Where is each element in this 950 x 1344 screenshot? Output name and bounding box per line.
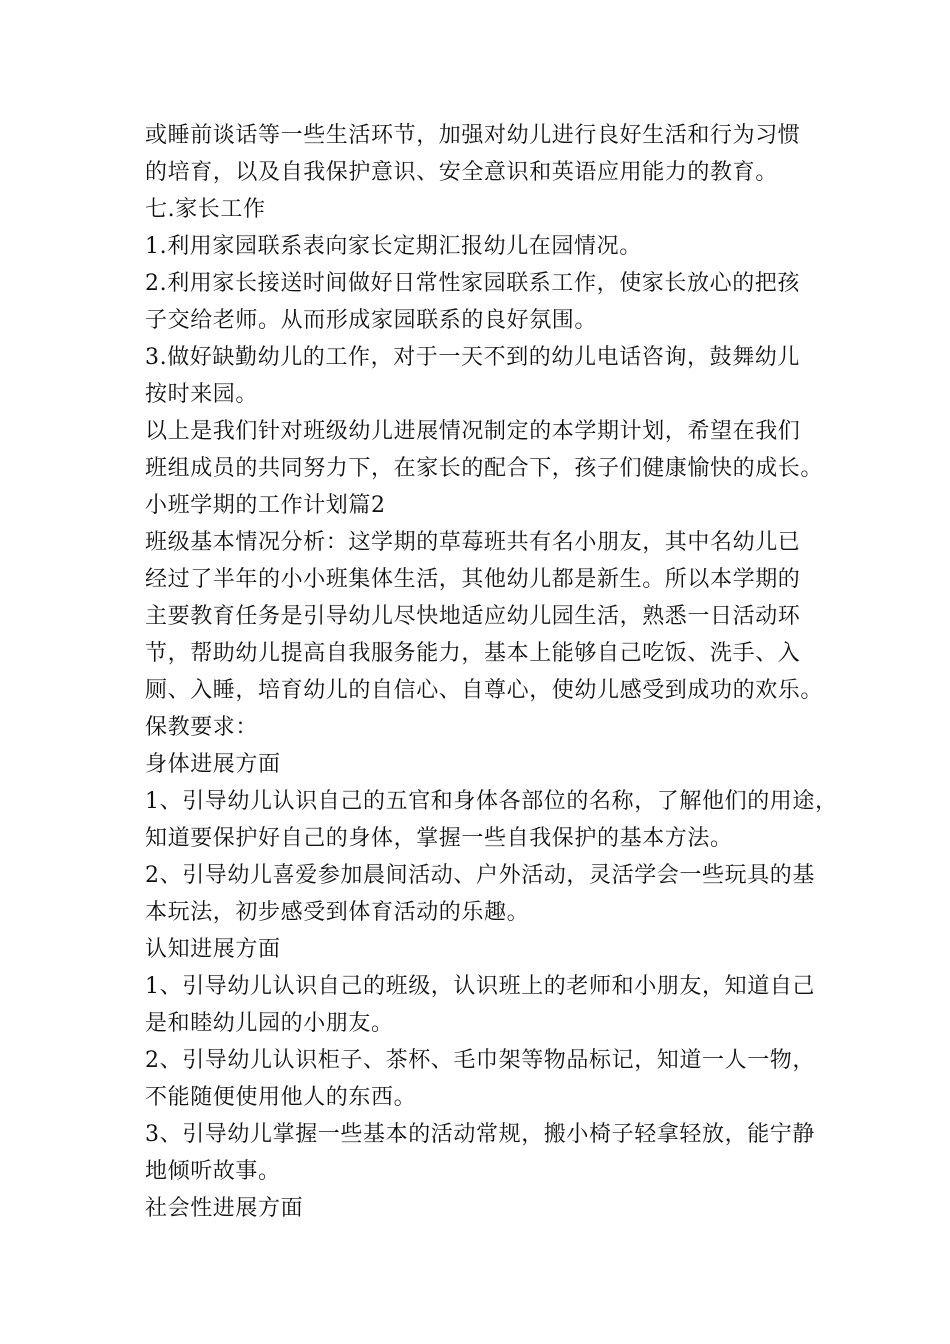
text-line: 1、引导幼儿认识自己的五官和身体各部位的名称，了解他们的用途， (145, 789, 838, 814)
text-line: 知道要保护好自己的身体，掌握一些自我保护的基本方法。 (145, 826, 733, 851)
text-line: 以上是我们针对班级幼儿进展情况制定的本学期计划，希望在我们 (145, 419, 801, 444)
section-heading: 保教要求： (145, 715, 259, 740)
text-line: 2、引导幼儿喜爱参加晨间活动、户外活动，灵活学会一些玩具的基 (145, 863, 815, 888)
text-line: 1.利用家园联系表向家长定期汇报幼儿在园情况。 (145, 234, 642, 259)
text-line: 节，帮助幼儿提高自我服务能力，基本上能够自己吃饭、洗手、入 (145, 641, 801, 666)
section-heading: 七.家长工作 (145, 197, 266, 222)
text-line: 地倾听故事。 (145, 1159, 281, 1184)
section-heading: 社会性进展方面 (145, 1196, 304, 1221)
text-line: 按时来园。 (145, 382, 259, 407)
text-line: 1、引导幼儿认识自己的班级，认识班上的老师和小朋友，知道自己 (145, 974, 815, 999)
text-line: 主要教育任务是引导幼儿尽快地适应幼儿园生活，熟悉一日活动环 (145, 604, 801, 629)
text-line: 2.利用家长接送时间做好日常性家园联系工作，使家长放心的把孩 (145, 271, 800, 296)
text-line: 子交给老师。从而形成家园联系的良好氛围。 (145, 308, 598, 333)
text-line: 本玩法，初步感受到体育活动的乐趣。 (145, 900, 530, 925)
text-line: 3、引导幼儿掌握一些基本的活动常规，搬小椅子轻拿轻放，能宁静 (145, 1122, 815, 1147)
section-heading: 小班学期的工作计划篇2 (145, 493, 386, 518)
text-line: 班组成员的共同努力下，在家长的配合下，孩子们健康愉快的成长。 (145, 456, 824, 481)
text-line: 是和睦幼儿园的小朋友。 (145, 1011, 394, 1036)
section-heading: 认知进展方面 (145, 937, 281, 962)
text-line: 厕、入睡，培育幼儿的自信心、自尊心，使幼儿感受到成功的欢乐。 (145, 678, 824, 703)
section-heading: 身体进展方面 (145, 752, 281, 777)
text-line: 经过了半年的小小班集体生活，其他幼儿都是新生。所以本学期的 (145, 567, 801, 592)
text-line: 班级基本情况分析：这学期的草莓班共有名小朋友，其中名幼儿已 (145, 530, 801, 555)
text-line: 或睡前谈话等一些生活环节，加强对幼儿进行良好生活和行为习惯 (145, 123, 801, 148)
text-line: 的培育，以及自我保护意识、安全意识和英语应用能力的教育。 (145, 160, 778, 185)
document-body (145, 117, 838, 1227)
text-line: 不能随便使用他人的东西。 (145, 1085, 417, 1110)
text-line: 2、引导幼儿认识柜子、茶杯、毛巾架等物品标记，知道一人一物， (145, 1048, 815, 1073)
text-line: 3.做好缺勤幼儿的工作，对于一天不到的幼儿电话咨询，鼓舞幼儿 (145, 345, 800, 370)
